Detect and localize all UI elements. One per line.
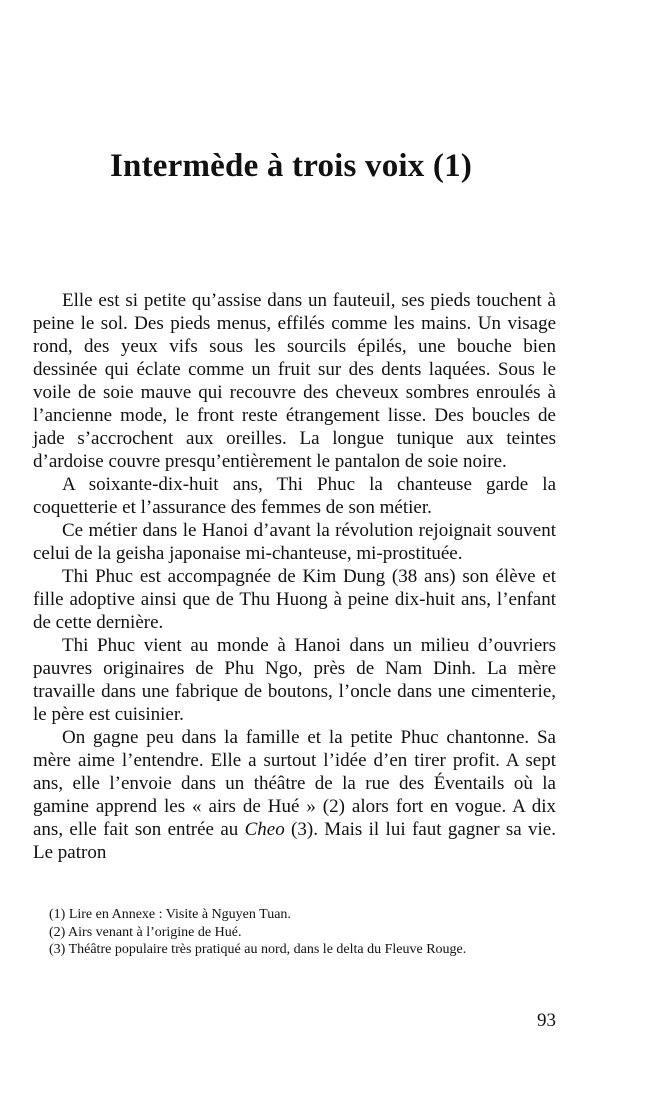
footnote-2: (2) Airs venant à l’origine de Hué.: [49, 924, 242, 940]
paragraph-4-text: Thi Phuc est accompagnée de Kim Dung (38 ans) son élève et fille adoptive ainsi que de Thu Huong à peine dix-huit ans, l’enfant de cette dernière.: [33, 566, 556, 633]
footnotes: [33, 906, 556, 959]
paragraph-1: [33, 289, 556, 473]
paragraph-2: [33, 473, 556, 519]
footnote-3: (3) Théâtre populaire très pratiqué au nord, dans le delta du Fleuve Rouge.: [49, 942, 467, 957]
paragraph-5: [33, 634, 556, 726]
body-text: [33, 289, 556, 864]
paragraph-3-text: Ce métier dans le Hanoi d’avant la révolution rejoignait souvent celui de la geisha japonaise mi-chanteuse, mi-prostituée.: [33, 520, 556, 564]
paragraph-4: [33, 565, 556, 634]
paragraph-3: [33, 519, 556, 565]
italic-term-cheo: Cheo: [244, 819, 285, 840]
paragraph-5-text: Thi Phuc vient au monde à Hanoi dans un milieu d’ouvriers pauvres originaires de Phu Ngo, près de Nam Dinh. La mère travaille dans une fabrique de boutons, l’oncle dans une cimenterie, le père est cuisinier.: [33, 635, 556, 725]
footnote-1: (1) Lire en Annexe : Visite à Nguyen Tuan.: [49, 907, 291, 922]
page-number: 93: [537, 1010, 556, 1031]
paragraph-6-text-before-italic: On gagne peu dans la famille et la petite Phuc chantonne. Sa mère aime l’entendre. Elle a surtout l’idée d’en tirer profit. A sept ans, elle l’envoie dans un théâtre de la rue des Éventails où la gamine apprend les « airs de Hué » (2) alors fort en vogue. A dix ans, elle fait son entrée au: [33, 727, 556, 840]
chapter-title: Intermède à trois voix (1): [110, 148, 473, 184]
paragraph-2-text: A soixante-dix-huit ans, Thi Phuc la chanteuse garde la coquetterie et l’assurance des femmes de son métier.: [33, 474, 556, 518]
paragraph-1-text: Elle est si petite qu’assise dans un fauteuil, ses pieds touchent à peine le sol. Des pieds menus, effilés comme les mains. Un visage rond, des yeux vifs sous les sourcils épilés, une bouche bien dessinée qui éclate comme un fruit sur des dents laquées. Sous le voile de soie mauve qui recouvre des cheveux sombres enroulés à l’ancienne mode, le front reste étrangement lisse. Des boucles de jade s’accrochent aux oreilles. La longue tunique aux teintes d’ardoise couvre presqu’entièrement le pantalon de soie noire.: [33, 290, 556, 472]
paragraph-6: [33, 726, 556, 864]
paragraph-6-text-after-italic: (3). Mais il lui faut gagner sa vie. Le patron: [33, 819, 556, 863]
